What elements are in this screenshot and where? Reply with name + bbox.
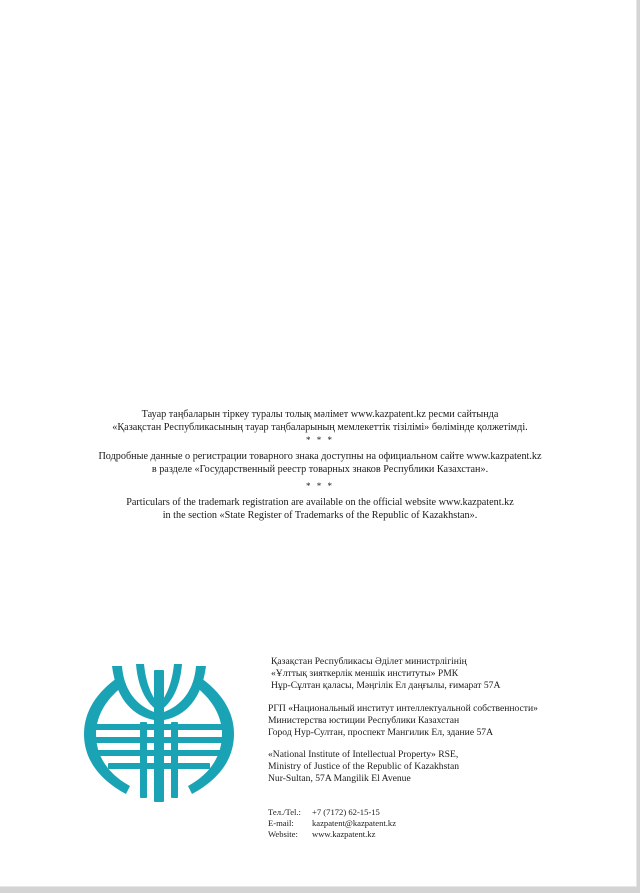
separator-stars: * * *: [306, 435, 334, 445]
notice-ru-line-1: Подробные данные о регистрации товарного знака доступны на официальном сайте www.kazpatent.kz: [98, 451, 542, 462]
contacts-en-line: Nur-Sultan, 57A Mangilik El Avenue: [268, 773, 411, 785]
website-label: Website:: [268, 829, 298, 840]
email-row: [268, 818, 608, 829]
contacts-en-block: [268, 749, 608, 785]
phone-label: Тел./Tel.:: [268, 807, 301, 818]
registration-notice: [40, 408, 600, 522]
kazpatent-emblem-icon: [78, 662, 240, 802]
notice-kz-line-2: «Қазақстан Республикасының тауар таңбаларының мемлекеттік тізілімі» бөлімінде қолжетімді.: [112, 422, 528, 433]
contacts-en-line: Ministry of Justice of the Republic of Kazakhstan: [268, 761, 460, 773]
notice-ru-line-2: в разделе «Государственный реестр товарных знаков Республики Казахстан».: [151, 464, 489, 475]
phone-row: [268, 807, 608, 818]
contacts-ru-line: Город Нур-Султан, проспект Мангилик Ел, здание 57А: [268, 726, 493, 738]
contacts-kz-block: [268, 656, 608, 692]
website-link[interactable]: www.kazpatent.kz: [312, 829, 376, 840]
website-row: [268, 829, 608, 840]
contacts-en-line: «National Institute of Intellectual Property» RSE,: [268, 749, 459, 761]
contacts-ru-line: Министерства юстиции Республики Казахстан: [268, 714, 460, 726]
phone-value: +7 (7172) 62-15-15: [312, 807, 380, 818]
contacts-ru-line: РГП «Национальный институт интеллектуальной собственности»: [268, 702, 538, 714]
contact-details: [268, 807, 608, 840]
contacts-kz-line: Нұр-Сұлтан қаласы, Мәңгілік Ел даңғылы, ғимарат 57А: [271, 679, 501, 691]
notice-en-line-2: in the section «State Register of Trademarks of the Republic of Kazakhstan».: [162, 510, 478, 521]
email-link[interactable]: kazpatent@kazpatent.kz: [312, 818, 397, 829]
contacts-kz-line: «Ұлттық зияткерлік меншік институты» РМК: [271, 667, 459, 679]
separator-stars: * * *: [306, 481, 334, 491]
notice-en-line-1: Particulars of the trademark registration are available on the official website www.kazpatent.kz: [126, 497, 514, 508]
notice-kz-line-1: Тауар таңбаларын тіркеу туралы толық мәлімет www.kazpatent.kz ресми сайтында: [141, 409, 499, 420]
contacts-ru-block: [268, 703, 608, 739]
email-label: E-mail:: [268, 818, 294, 829]
contacts-kz-line: Қазақстан Республикасы Әділет министрлігінің: [271, 656, 467, 667]
institute-contacts: [268, 656, 608, 840]
